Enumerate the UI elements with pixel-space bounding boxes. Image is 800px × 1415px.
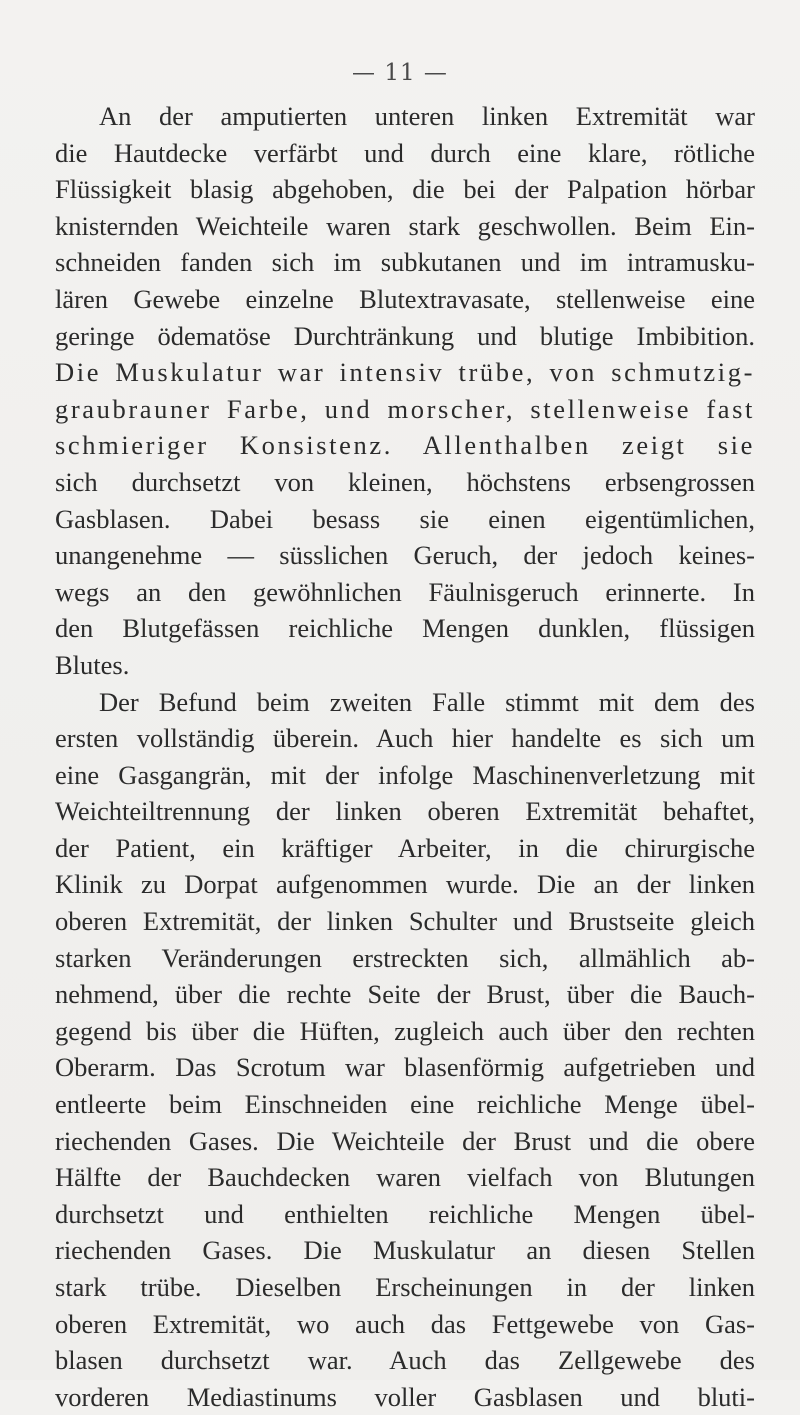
body-text xyxy=(55,98,755,1415)
text-line: unangenehme — süsslichen Geruch, der jedoch keines- xyxy=(55,537,755,574)
text-line: oberen Extremität, wo auch das Fettgewebe von Gas- xyxy=(55,1306,755,1343)
text-line: entleerte beim Einschneiden eine reichliche Menge übel- xyxy=(55,1086,755,1123)
text-line: wegs an den gewöhnlichen Fäulnisgeruch erinnerte. In xyxy=(55,574,755,611)
paragraph-1 xyxy=(55,98,755,684)
paragraph-2 xyxy=(55,684,755,1415)
text-line: durchsetzt und enthielten reichliche Mengen übel- xyxy=(55,1196,755,1233)
text-line: Klinik zu Dorpat aufgenommen wurde. Die an der linken xyxy=(55,866,755,903)
text-line: geringe ödematöse Durchtränkung und blutige Imbibition. xyxy=(55,318,755,355)
page-number: — 11 — xyxy=(0,60,800,86)
text-line: Gasblasen. Dabei besass sie einen eigentümlichen, xyxy=(55,501,755,538)
text-line: knisternden Weichteile waren stark geschwollen. Beim Ein- xyxy=(55,208,755,245)
text-line: nehmend, über die rechte Seite der Brust, über die Bauch- xyxy=(55,976,755,1013)
text-line: Der Befund beim zweiten Falle stimmt mit dem des xyxy=(55,684,755,721)
text-line: blasen durchsetzt war. Auch das Zellgewebe des xyxy=(55,1342,755,1379)
text-line: der Patient, ein kräftiger Arbeiter, in die chirurgische xyxy=(55,830,755,867)
text-line: graubrauner Farbe, und morscher, stellenweise fast xyxy=(55,391,755,428)
text-line: Flüssigkeit blasig abgehoben, die bei der Palpation hörbar xyxy=(55,171,755,208)
text-line: riechenden Gases. Die Weichteile der Brust und die obere xyxy=(55,1123,755,1160)
text-line: schmieriger Konsistenz. Allenthalben zeigt sie xyxy=(55,427,755,464)
text-line: Die Muskulatur war intensiv trübe, von schmutzig- xyxy=(55,354,755,391)
text-line: stark trübe. Dieselben Erscheinungen in der linken xyxy=(55,1269,755,1306)
text-line: eine Gasgangrän, mit der infolge Maschinenverletzung mit xyxy=(55,757,755,794)
text-line: An der amputierten unteren linken Extremität war xyxy=(55,98,755,135)
text-line: Oberarm. Das Scrotum war blasenförmig aufgetrieben und xyxy=(55,1049,755,1086)
text-line: Blutes. xyxy=(55,647,755,684)
text-line: gegend bis über die Hüften, zugleich auch über den rechten xyxy=(55,1013,755,1050)
text-line: riechenden Gases. Die Muskulatur an diesen Stellen xyxy=(55,1232,755,1269)
text-line: oberen Extremität, der linken Schulter und Brustseite gleich xyxy=(55,903,755,940)
text-line: schneiden fanden sich im subkutanen und im intramusku- xyxy=(55,244,755,281)
text-line: vorderen Mediastinums voller Gasblasen und bluti- xyxy=(55,1379,755,1415)
text-line: sich durchsetzt von kleinen, höchstens erbsengrossen xyxy=(55,464,755,501)
text-line: die Hautdecke verfärbt und durch eine klare, rötliche xyxy=(55,135,755,172)
text-line: ersten vollständig überein. Auch hier handelte es sich um xyxy=(55,720,755,757)
text-line: Weichteiltrennung der linken oberen Extremität behaftet, xyxy=(55,793,755,830)
text-line: Hälfte der Bauchdecken waren vielfach von Blutungen xyxy=(55,1159,755,1196)
text-line: lären Gewebe einzelne Blutextravasate, stellenweise eine xyxy=(55,281,755,318)
text-line: den Blutgefässen reichliche Mengen dunklen, flüssigen xyxy=(55,610,755,647)
text-line: starken Veränderungen erstreckten sich, allmählich ab- xyxy=(55,940,755,977)
